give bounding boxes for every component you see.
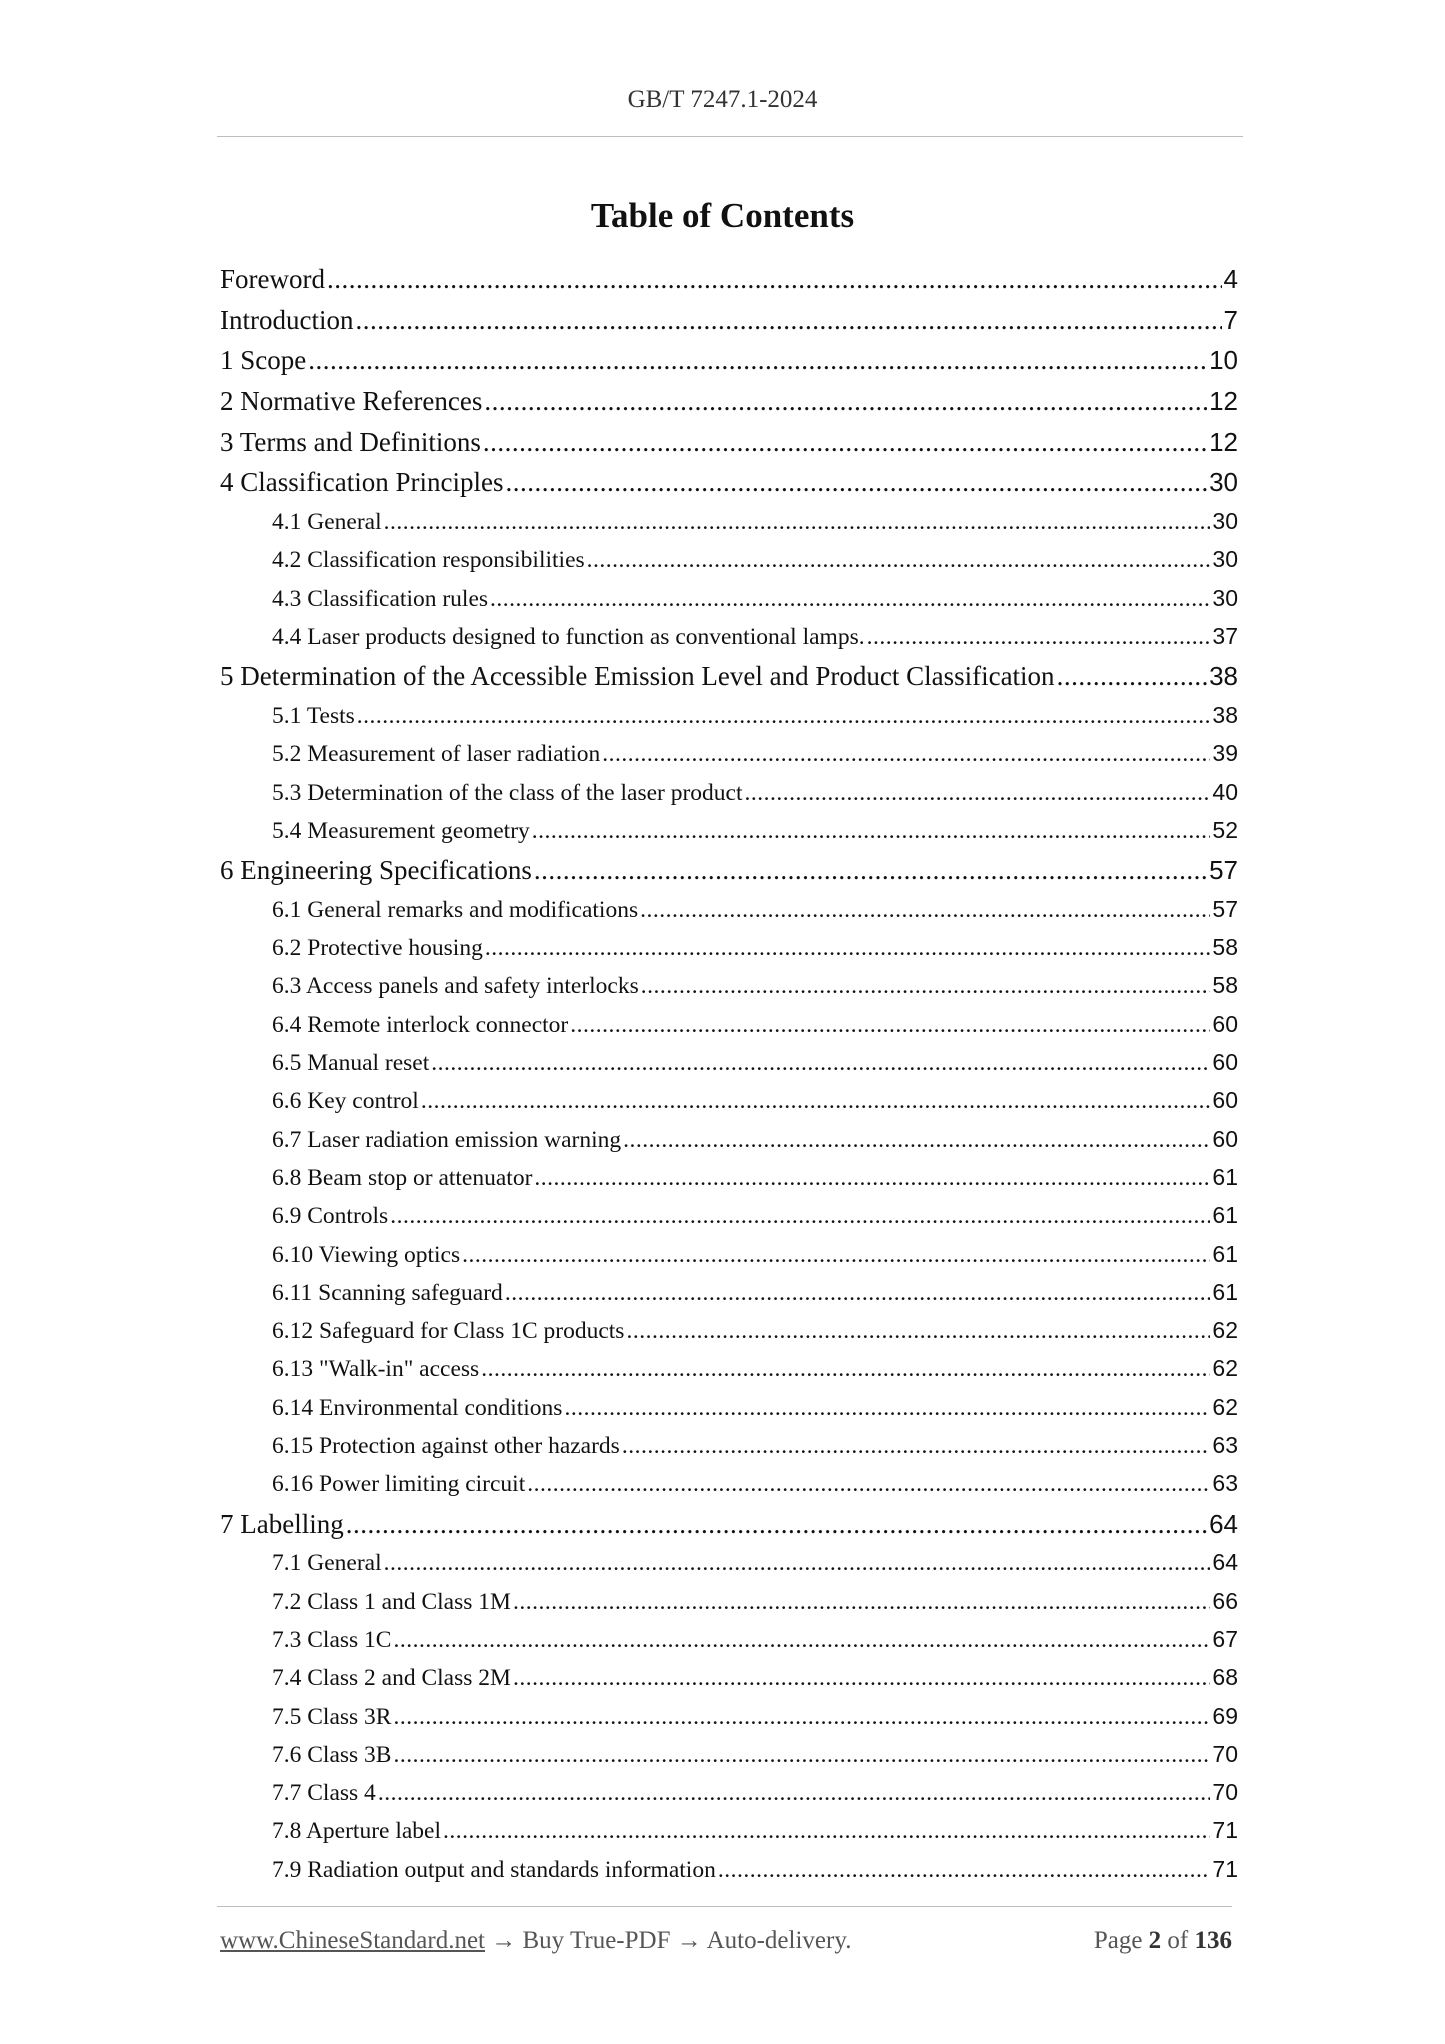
toc-entry[interactable]: [220, 1279, 1238, 1317]
toc-entry-page: 63: [1212, 1470, 1238, 1497]
toc-entry-title: 6.1 General remarks and modifications: [272, 896, 639, 923]
toc-dot-leader: [346, 1509, 1207, 1540]
toc-entry[interactable]: [220, 702, 1238, 740]
toc-dot-leader: [534, 855, 1207, 886]
toc-dot-leader: [623, 1127, 1210, 1154]
toc-dot-leader: [641, 973, 1211, 1000]
toc-entry-title: 5.1 Tests: [272, 703, 355, 729]
toc-dot-leader: [622, 1433, 1211, 1460]
toc-entry[interactable]: [220, 934, 1238, 972]
toc-entry-page: 62: [1212, 1317, 1238, 1344]
page-footer: [220, 1927, 1232, 1955]
toc-dot-leader: [564, 1395, 1210, 1422]
footer-divider: [217, 1906, 1232, 1907]
toc-entry-page: 30: [1212, 508, 1238, 535]
toc-entry-title: 7.5 Class 3R: [272, 1703, 392, 1730]
toc-dot-leader: [421, 1088, 1211, 1115]
toc-entry-title: 6.12 Safeguard for Class 1C products: [272, 1318, 625, 1345]
toc-entry[interactable]: [220, 896, 1238, 934]
toc-entry-title: 4.2 Classification responsibilities: [272, 547, 585, 574]
toc-entry-page: 52: [1212, 816, 1238, 843]
toc-dot-leader: [626, 1318, 1210, 1345]
toc-entry[interactable]: [220, 1703, 1238, 1741]
toc-entry-page: 61: [1212, 1240, 1238, 1267]
toc-dot-leader: [534, 1165, 1210, 1192]
toc-entry-title: 7.8 Aperture label: [272, 1818, 442, 1845]
toc-entry[interactable]: [220, 623, 1238, 661]
toc-entry-title: 2 Normative References: [220, 386, 483, 417]
toc-entry[interactable]: [220, 264, 1238, 305]
toc-entry-page: 68: [1212, 1664, 1238, 1691]
toc-entry[interactable]: [220, 817, 1238, 855]
toc-dot-leader: [1057, 661, 1208, 692]
toc-entry-title: 6.16 Power limiting circuit: [272, 1471, 526, 1498]
toc-entry-title: 6.14 Environmental conditions: [272, 1394, 563, 1421]
toc-entry-title: 5.4 Measurement geometry: [272, 817, 530, 844]
toc-entry-page: 61: [1212, 1278, 1238, 1305]
toc-entry-page: 57: [1212, 895, 1238, 922]
toc-dot-leader: [745, 780, 1211, 807]
toc-entry-page: 70: [1212, 1779, 1238, 1806]
toc-dot-leader: [355, 305, 1221, 336]
toc-dot-leader: [867, 624, 1211, 651]
toc-entry-page: 71: [1212, 1817, 1238, 1844]
toc-entry-page: 67: [1212, 1625, 1238, 1652]
toc-entry[interactable]: [220, 1509, 1238, 1550]
toc-entry[interactable]: [220, 1049, 1238, 1087]
toc-entry-page: 58: [1212, 972, 1238, 999]
toc-entry[interactable]: [220, 740, 1238, 778]
toc-dot-leader: [602, 741, 1210, 768]
toc-entry-page: 12: [1209, 386, 1238, 417]
toc-entry-title: 6.6 Key control: [272, 1088, 419, 1115]
toc-entry[interactable]: [220, 1317, 1238, 1355]
toc-entry-title: 5 Determination of the Accessible Emission Level and Product Classification: [220, 661, 1055, 692]
toc-entry-page: 30: [1212, 584, 1238, 611]
toc-dot-leader: [384, 509, 1211, 536]
toc-entry-page: 70: [1212, 1740, 1238, 1767]
document-header: GB/T 7247.1-2024: [627, 86, 818, 113]
toc-entry[interactable]: [220, 1241, 1238, 1279]
toc-entry[interactable]: [220, 1011, 1238, 1049]
toc-entry[interactable]: [220, 305, 1238, 346]
toc-entry-page: 63: [1212, 1432, 1238, 1459]
toc-entry[interactable]: [220, 1432, 1238, 1470]
toc-entry[interactable]: [220, 1817, 1238, 1855]
toc-dot-leader: [390, 1203, 1210, 1230]
toc-entry-page: 12: [1209, 426, 1238, 457]
toc-dot-leader: [308, 345, 1207, 376]
toc-dot-leader: [481, 1356, 1210, 1383]
page-indicator: [1094, 1927, 1232, 1955]
toc-entry-title: Foreword: [220, 264, 325, 294]
toc-entry-title: 7.2 Class 1 and Class 1M: [272, 1588, 511, 1615]
toc-entry-title: 4.4 Laser products designed to function as conventional lamps.: [272, 624, 865, 651]
toc-entry-page: 64: [1212, 1549, 1238, 1576]
toc-entry-title: 4.3 Classification rules: [272, 585, 489, 612]
toc-entry-title: 7.4 Class 2 and Class 2M: [272, 1665, 511, 1692]
page-label: Page: [1093, 1927, 1143, 1954]
toc-entry[interactable]: [220, 1588, 1238, 1626]
total-pages: 136: [1194, 1927, 1232, 1954]
toc-entry-page: 66: [1212, 1587, 1238, 1614]
toc-entry-title: 7.3 Class 1C: [272, 1626, 392, 1653]
toc-entry-page: 62: [1212, 1355, 1238, 1382]
toc-entry-title: Introduction: [220, 304, 354, 335]
toc-entry-title: 6.15 Protection against other hazards: [272, 1433, 620, 1460]
toc-entry-page: 40: [1212, 778, 1238, 805]
toc-dot-leader: [327, 264, 1222, 295]
footer-promo-text: → Buy True-PDF → Auto-delivery.: [485, 1927, 852, 1954]
toc-dot-leader: [570, 1012, 1210, 1039]
of-label: of: [1167, 1927, 1189, 1954]
toc-dot-leader: [485, 935, 1211, 962]
toc-entry[interactable]: [220, 1664, 1238, 1702]
toc-dot-leader: [587, 547, 1211, 574]
toc-entry-page: 61: [1212, 1202, 1238, 1229]
toc-dot-leader: [431, 1050, 1210, 1077]
table-of-contents: [220, 264, 1238, 1894]
toc-entry-title: 5.2 Measurement of laser radiation: [272, 741, 601, 768]
toc-entry-title: 6.10 Viewing optics: [272, 1241, 461, 1268]
toc-entry-page: 71: [1212, 1855, 1238, 1882]
header-divider: [217, 136, 1243, 137]
toc-dot-leader: [513, 1589, 1210, 1616]
toc-entry-title: 6.9 Controls: [272, 1203, 389, 1230]
toc-entry-page: 69: [1212, 1702, 1238, 1729]
toc-entry[interactable]: [220, 855, 1238, 896]
toc-entry-title: 7.6 Class 3B: [272, 1741, 392, 1768]
toc-dot-leader: [640, 897, 1210, 924]
toc-dot-leader: [483, 427, 1207, 458]
toc-entry-page: 57: [1209, 855, 1238, 886]
toc-entry-page: 37: [1212, 623, 1238, 650]
toc-entry-title: 4.1 General: [272, 509, 382, 536]
toc-entry[interactable]: [220, 1856, 1238, 1894]
toc-entry[interactable]: [220, 585, 1238, 623]
current-page-number: 2: [1148, 1927, 1162, 1954]
toc-entry[interactable]: [220, 1126, 1238, 1164]
toc-entry[interactable]: [220, 1470, 1238, 1508]
toc-dot-leader: [393, 1742, 1210, 1769]
toc-entry[interactable]: [220, 779, 1238, 817]
toc-entry-title: 6.13 "Walk-in" access: [272, 1356, 480, 1383]
toc-entry-title: 6.7 Laser radiation emission warning: [272, 1126, 622, 1153]
toc-entry-page: 60: [1212, 1049, 1238, 1076]
toc-dot-leader: [357, 703, 1211, 730]
toc-entry-title: 6.5 Manual reset: [272, 1050, 430, 1077]
toc-entry[interactable]: [220, 1779, 1238, 1817]
toc-entry-title: 6.2 Protective housing: [272, 935, 483, 962]
toc-entry[interactable]: [220, 1355, 1238, 1393]
toc-entry[interactable]: [220, 1741, 1238, 1779]
toc-entry-title: 5.3 Determination of the class of the laser product: [272, 779, 743, 806]
toc-entry[interactable]: [220, 661, 1238, 702]
toc-dot-leader: [527, 1471, 1210, 1498]
toc-entry-page: 62: [1212, 1393, 1238, 1420]
toc-dot-leader: [378, 1780, 1211, 1807]
toc-entry-page: 64: [1209, 1508, 1238, 1539]
toc-entry-title: 3 Terms and Definitions: [220, 426, 481, 457]
toc-entry-page: 30: [1209, 467, 1238, 498]
toc-entry-page: 39: [1212, 740, 1238, 767]
toc-dot-leader: [443, 1818, 1210, 1845]
toc-dot-leader: [462, 1242, 1210, 1269]
toc-title: Table of Contents: [590, 196, 855, 235]
toc-entry-title: 7 Labelling: [220, 1508, 344, 1539]
toc-entry[interactable]: [220, 427, 1238, 468]
toc-dot-leader: [718, 1857, 1211, 1884]
toc-entry-page: 60: [1212, 1087, 1238, 1114]
toc-entry-title: 1 Scope: [220, 345, 307, 376]
toc-entry[interactable]: [220, 1626, 1238, 1664]
toc-entry-page: 60: [1212, 1125, 1238, 1152]
toc-entry[interactable]: [220, 345, 1238, 386]
toc-entry-page: 38: [1212, 702, 1238, 728]
toc-entry-title: 6.4 Remote interlock connector: [272, 1011, 569, 1038]
toc-entry[interactable]: [220, 1202, 1238, 1240]
toc-entry-title: 6.11 Scanning safeguard: [272, 1279, 503, 1306]
toc-entry-page: 30: [1212, 546, 1238, 573]
toc-entry[interactable]: [220, 1394, 1238, 1432]
toc-entry[interactable]: [220, 467, 1238, 508]
toc-dot-leader: [393, 1704, 1210, 1731]
website-link[interactable]: www.ChineseStandard.net: [220, 1927, 485, 1954]
toc-entry[interactable]: [220, 972, 1238, 1010]
toc-entry-page: 7: [1223, 304, 1238, 335]
toc-entry[interactable]: [220, 1549, 1238, 1587]
toc-dot-leader: [505, 467, 1207, 498]
toc-entry-title: 4 Classification Principles: [220, 467, 504, 498]
toc-entry[interactable]: [220, 508, 1238, 546]
toc-entry-page: 10: [1209, 345, 1238, 376]
toc-entry[interactable]: [220, 1087, 1238, 1125]
toc-entry[interactable]: [220, 386, 1238, 427]
toc-entry-title: 6 Engineering Specifications: [220, 855, 532, 886]
toc-entry-page: 4: [1223, 264, 1238, 294]
toc-dot-leader: [532, 818, 1211, 845]
toc-dot-leader: [505, 1280, 1211, 1307]
toc-entry-page: 61: [1212, 1163, 1238, 1190]
toc-dot-leader: [513, 1665, 1210, 1692]
toc-entry-title: 6.8 Beam stop or attenuator: [272, 1164, 533, 1191]
toc-entry-title: 7.7 Class 4: [272, 1780, 376, 1807]
toc-entry-page: 58: [1212, 934, 1238, 961]
toc-entry[interactable]: [220, 1164, 1238, 1202]
toc-dot-leader: [393, 1627, 1210, 1654]
toc-entry-page: 60: [1212, 1010, 1238, 1037]
toc-dot-leader: [490, 586, 1210, 613]
toc-entry-page: 38: [1209, 661, 1238, 692]
toc-entry-title: 7.9 Radiation output and standards information: [272, 1856, 716, 1883]
toc-dot-leader: [484, 386, 1207, 417]
toc-dot-leader: [384, 1550, 1211, 1577]
toc-entry-title: 6.3 Access panels and safety interlocks: [272, 973, 639, 1000]
toc-entry[interactable]: [220, 546, 1238, 584]
toc-entry-title: 7.1 General: [272, 1550, 382, 1577]
